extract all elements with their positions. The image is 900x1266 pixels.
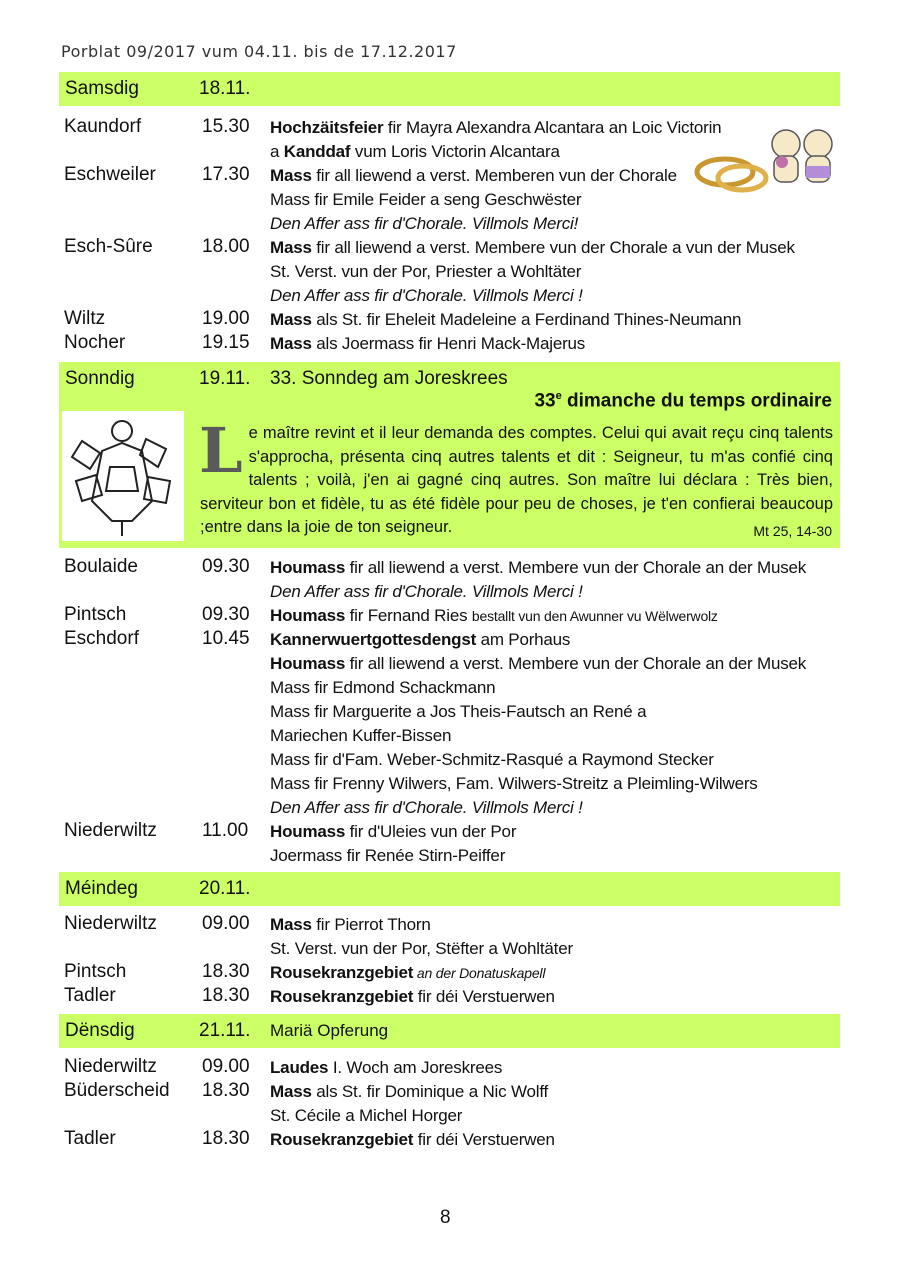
service-description: Hochzäitsfeier fir Mayra Alexandra Alcantara an Loic Victorin (270, 118, 722, 137)
service-description: Kannerwuertgottesdengst am Porhaus (270, 630, 571, 649)
day-name: Dënsdig (65, 1020, 135, 1041)
place-name: Tadler (64, 985, 116, 1006)
day-date: 19.11. (199, 368, 251, 389)
service-time: 11.00 (202, 820, 249, 841)
service-description: Mass fir all liewend a verst. Memberen vun der Chorale (270, 166, 677, 185)
place-name: Pintsch (64, 961, 127, 982)
day-date: 20.11. (199, 878, 251, 899)
service-description: Den Affer ass fir d'Chorale. Villmols Merci! (270, 214, 579, 233)
page-number: 8 (440, 1207, 451, 1228)
place-name: Esch-Sûre (64, 236, 153, 257)
service-description: Houmass fir all liewend a verst. Membere vun der Chorale an der Musek (270, 654, 807, 673)
service-time: 18.30 (202, 985, 250, 1006)
service-description: Mass als Joermass fir Henri Mack-Majerus (270, 334, 586, 353)
service-time: 18.30 (202, 1080, 250, 1101)
day-date: 18.11. (199, 78, 251, 99)
place-name: Nocher (64, 332, 126, 353)
place-name: Boulaide (64, 556, 138, 577)
service-description: Den Affer ass fir d'Chorale. Villmols Merci ! (270, 582, 583, 601)
service-time: 15.30 (202, 116, 250, 137)
place-name: Niederwiltz (64, 1056, 157, 1077)
service-time: 09.00 (202, 913, 250, 934)
day-name: Méindeg (65, 878, 138, 899)
gospel-text: Le maître revint et il leur demanda des comptes. Celui qui avait reçu cinq talents s'approcha, présenta cinq autres talents et dit : Seigneur, tu m'as confié cinq talents ; voilà, j'en ai gagné cinq autres. Son maître lui déclara : Très bien, serviteur bon et fidèle, tu as été fidèle pour peu de choses, je t'en confierai beaucoup ;entre dans la joie de ton seigneur. (199, 414, 833, 536)
place-name: Pintsch (64, 604, 127, 625)
service-description: Laudes I. Woch am Joreskrees (270, 1058, 503, 1077)
liturgical-title: Mariä Opferung (270, 1021, 389, 1040)
service-time: 10.45 (202, 628, 250, 649)
service-time: 09.30 (202, 604, 250, 625)
service-description: Houmass fir d'Uleies vun der Por (270, 822, 517, 841)
service-description: Mass fir Marguerite a Jos Theis-Fautsch an René a (270, 702, 647, 721)
place-name: Eschdorf (64, 628, 139, 649)
service-description: St. Verst. vun der Por, Stëfter a Wohltäter (270, 939, 573, 958)
talents-illustration-icon (62, 411, 184, 541)
service-description: Mass als St. fir Dominique a Nic Wolff (270, 1082, 549, 1101)
place-name: Wiltz (64, 308, 106, 329)
service-description: Mass als St. fir Eheleit Madeleine a Ferdinand Thines-Neumann (270, 310, 742, 329)
service-description: Houmass fir all liewend a verst. Membere vun der Chorale an der Musek (270, 558, 807, 577)
service-description: Mariechen Kuffer-Bissen (270, 726, 452, 745)
service-description: Rousekranzgebiet an der Donatuskapell (270, 963, 546, 982)
day-bar-tuesday (59, 1014, 840, 1048)
service-time: 19.15 (202, 332, 250, 353)
service-description: a Kanddaf vum Loris Victorin Alcantara (270, 142, 560, 161)
liturgical-title: 33. Sonndeg am Joreskrees (270, 368, 508, 389)
service-description: Den Affer ass fir d'Chorale. Villmols Merci ! (270, 798, 583, 817)
day-bar-monday (59, 872, 840, 906)
place-name: Tadler (64, 1128, 116, 1149)
day-name: Sonndig (65, 368, 135, 389)
service-time: 18.30 (202, 1128, 250, 1149)
service-description: Mass fir Frenny Wilwers, Fam. Wilwers-Streitz a Pleimling-Wilwers (270, 774, 758, 793)
day-bar-sunday (59, 362, 840, 548)
day-date: 21.11. (199, 1020, 251, 1041)
service-time: 18.30 (202, 961, 250, 982)
place-name: Büderscheid (64, 1080, 170, 1101)
service-description: Mass fir d'Fam. Weber-Schmitz-Rasqué a Raymond Stecker (270, 750, 714, 769)
place-name: Niederwiltz (64, 913, 157, 934)
service-time: 19.00 (202, 308, 250, 329)
service-time: 17.30 (202, 164, 250, 185)
day-name: Samsdig (65, 78, 139, 99)
service-time: 09.00 (202, 1056, 250, 1077)
service-description: St. Cécile a Michel Horger (270, 1106, 463, 1125)
liturgical-subtitle: 33e dimanche du temps ordinaire (534, 390, 832, 412)
service-description: Houmass fir Fernand Ries bestallt vun den Awunner vu Wëlwerwolz (270, 606, 718, 625)
day-bar-saturday (59, 72, 840, 106)
place-name: Eschweiler (64, 164, 156, 185)
service-description: Den Affer ass fir d'Chorale. Villmols Merci ! (270, 286, 583, 305)
service-description: Mass fir all liewend a verst. Membere vun der Chorale a vun der Musek (270, 238, 795, 257)
service-description: Joermass fir Renée Stirn-Peiffer (270, 846, 506, 865)
service-description: Rousekranzgebiet fir déi Verstuerwen (270, 1130, 555, 1149)
service-description: Mass fir Edmond Schackmann (270, 678, 496, 697)
page-header: Porblat 09/2017 vum 04.11. bis de 17.12.2017 (61, 42, 457, 61)
service-time: 09.30 (202, 556, 250, 577)
wedding-rings-icon (690, 120, 840, 200)
drop-cap: L (199, 414, 243, 487)
service-time: 18.00 (202, 236, 250, 257)
service-description: Mass fir Emile Feider a seng Geschwëster (270, 190, 582, 209)
place-name: Niederwiltz (64, 820, 157, 841)
service-description: St. Verst. vun der Por, Priester a Wohltäter (270, 262, 582, 281)
place-name: Kaundorf (64, 116, 142, 137)
service-description: Rousekranzgebiet fir déi Verstuerwen (270, 987, 555, 1006)
gospel-reference: Mt 25, 14-30 (753, 523, 832, 539)
service-description: Mass fir Pierrot Thorn (270, 915, 431, 934)
